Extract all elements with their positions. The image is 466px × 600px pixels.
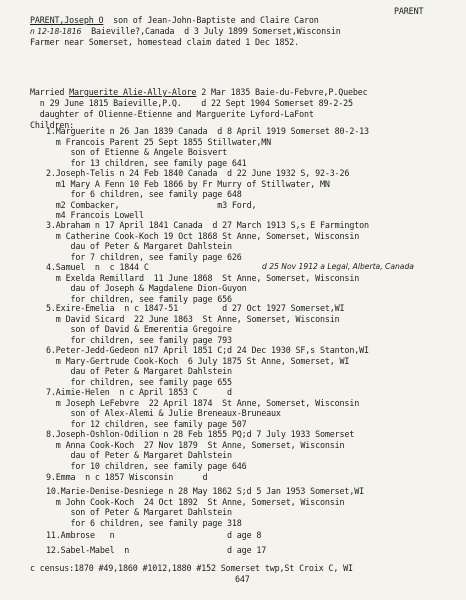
child-entry-line: m4 Francois Lowell [46,210,144,220]
married-label: Married [30,87,70,97]
census-line: c census:1870 #49,1860 #1012,1880 #152 Somerset twp,St Croix C, WI [30,563,353,573]
child-entry-line: for 13 children, see family page 641 [46,157,247,168]
child-entry-heading: 8.Joseph-Oshlon-Odilion n 28 Feb 1855 PQ;d 7 July 1933 Somerset [46,429,355,439]
child-entry-line: son of Peter & Margaret Dahlstein [46,507,232,517]
subject-parents: son of Jean-John-Baptiste and Claire Caron [103,15,319,25]
child-entry-line: for 6 children, see family page 318 [46,517,242,528]
subject-name: PARENT,Joseph O [30,15,104,25]
subject-occupation: Farmer near Somerset, homestead claim dated 1 Dec 1852. [30,37,300,47]
child-entry-line: m Mary-Gertrude Cook-Koch 6 July 1875 St Anne, Somerset, WI [46,355,350,366]
child-entry-line: son of David & Emerentia Gregoire [46,324,232,334]
spouse-birth-death: n 29 June 1815 Baieville,P.Q. d 22 Sept 1904 Somerset 89-2-25 [30,98,353,108]
child-entry-line: for 10 children, see family page 646 [46,460,247,471]
child-entry-heading: 2.Joseph-Telis n 24 Feb 1840 Canada d 22 June 1932 S, 92-3-26 [46,168,350,178]
child-entry-line: m Joseph LeFebvre 22 April 1874 St Anne, Somerset, Wisconsin [46,397,360,408]
child-entry-line: for children, see family page 655 [46,376,232,387]
child-entry-heading: 11.Ambrose n d age 8 [46,530,262,540]
child-entry-heading: 9.Emma n c 1857 Wisconsin d [46,472,208,482]
child-entry-heading: 3.Abraham n 17 April 1841 Canada d 27 March 1913 S,s E Farmington [46,220,369,230]
child-entry-heading: 1.Marguerite n 26 Jan 1839 Canada d 8 April 1919 Somerset 80-2-13 [46,126,369,136]
child-entry-line: m Exelda Remillard 11 June 1868 St Anne, Somerset, Wisconsin [46,272,360,283]
child-entry-line: m1 Mary A Fenn 10 Feb 1866 by Fr Murry of Stillwater, MN [46,178,330,189]
child-entry-heading: 10.Marie-Denise-Desniege n 28 May 1862 S;d 5 Jan 1953 Somerset,WI [46,486,364,496]
child-entry-heading: 7.Aimie-Helen n c April 1853 C d [46,387,232,397]
child-entry-heading: 4.Samuel n c 1844 C [46,262,149,272]
child-entry-line: m Catherine Cook-Koch 19 Oct 1868 St Anne, Somerset, Wisconsin [46,230,360,241]
child-entry-line: son of Alex-Alemi & Julie Breneaux-Bruneaux [46,408,281,418]
child-entry-line: dau of Peter & Margaret Dahlstein [46,366,232,376]
marriage-line-1 [30,87,368,97]
record-tag: PARENT [394,6,424,16]
child-entry-line: m Anna Cook-Koch 27 Nov 1879 St Anne, Somerset, Wisconsin [46,439,345,450]
child-handwritten-note: d 25 Nov 1912 a Legal, Alberta, Canada [262,262,414,271]
child-entry-line: m2 Combacker, m3 Ford, [46,199,257,210]
spouse-parents: daughter of Olienne-Etienne and Marguerite Lyford-LaFont [30,109,314,119]
spouse-name: Marguerite Alie-Ally-Alore [69,87,197,97]
child-entry-line: dau of Peter & Margaret Dahlstein [46,450,232,460]
subject-birth: n 12-18-1816 [30,27,82,36]
child-entry-line: dau of Peter & Margaret Dahlstein [46,241,232,251]
child-entry-heading: 6.Peter-Jedd-Gedeon n17 April 1851 C;d 24 Dec 1930 SF,s Stanton,WI [46,345,369,355]
child-entry-line: for 12 children, see family page 507 [46,418,247,429]
page-number: 647 [235,574,250,584]
child-entry-line: for 6 children, see family page 648 [46,189,242,199]
child-entry-line: for children, see family page 656 [46,293,232,304]
child-entry-heading: 5.Exire-Emelia n c 1847-51 d 27 Oct 1927 Somerset,WI [46,303,345,313]
child-entry-line: for children, see family page 793 [46,334,232,345]
marriage-date-place: 2 Mar 1835 Baie-du-Febvre,P.Quebec [196,87,368,97]
child-entry-line: dau of Joseph & Magdalene Dion-Guyon [46,283,247,293]
child-entry-line: m Francois Parent 25 Sept 1855 Stillwater,MN [46,136,272,147]
header-line-1 [30,15,319,25]
child-entry-line: m John Cook-Koch 24 Oct 1892 St Anne, Somerset, Wisconsin [46,496,345,507]
children-heading: Children: [30,120,75,130]
child-entry-line: m David Sicard 22 June 1863 St Anne, Somerset, Wisconsin [46,313,340,324]
subject-birth-death: Baieville?,Canada d 3 July 1899 Somerset,Wisconsin [81,26,341,36]
child-entry-line: son of Etienne & Angele Boisvert [46,147,228,157]
child-entry-heading: 12.Sabel-Mabel n d age 17 [46,545,267,555]
child-entry-line: for 7 children, see family page 626 [46,251,242,262]
header-line-2 [30,26,341,37]
